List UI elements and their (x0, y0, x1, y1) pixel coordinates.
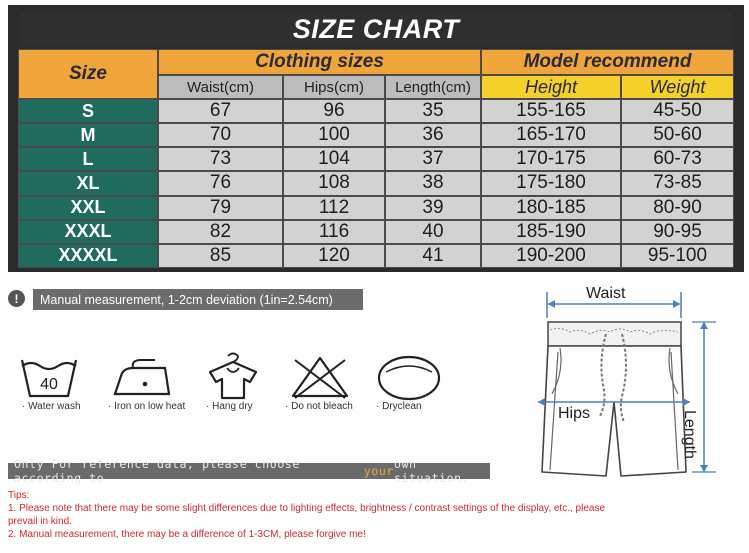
weight-value: 80-90 (621, 196, 734, 220)
hips-value: 108 (283, 171, 385, 195)
hang-dry-icon (198, 352, 268, 402)
size-label: XL (18, 171, 158, 195)
water-wash-label: · Water wash (22, 401, 81, 412)
reference-note: Only For reference data, please choose according to your own situation. (8, 463, 490, 479)
measurement-note: Manual measurement, 1-2cm deviation (1in=2.54cm) (33, 289, 363, 310)
reference-highlight: your (363, 464, 394, 478)
waist-value: 73 (158, 147, 283, 171)
size-label: S (18, 99, 158, 123)
size-column-header: Size (18, 49, 158, 99)
measurement-note-bar (8, 289, 363, 310)
model-recommend-header: Model recommend (481, 49, 734, 75)
tips-line-2: 2. Manual measurement, there may be a difference of 1-3CM, please forgive me! (8, 529, 366, 540)
iron-low-heat-label: · Iron on low heat (108, 401, 186, 412)
waist-label: Waist (586, 285, 626, 302)
size-chart (8, 5, 744, 272)
height-value: 190-200 (481, 244, 621, 268)
hips-value: 100 (283, 123, 385, 147)
hips-value: 112 (283, 196, 385, 220)
waist-value: 67 (158, 99, 283, 123)
height-value: 175-180 (481, 171, 621, 195)
do-not-bleach-icon (285, 352, 355, 402)
hips-header: Hips(cm) (283, 75, 385, 99)
length-value: 40 (385, 220, 481, 244)
hips-value: 120 (283, 244, 385, 268)
do-not-bleach-label: · Do not bleach (285, 401, 353, 412)
height-value: 155-165 (481, 99, 621, 123)
height-header: Height (481, 75, 621, 99)
size-label: XXXL (18, 220, 158, 244)
size-table (18, 49, 734, 268)
svg-text:40: 40 (40, 376, 58, 393)
clothing-sizes-header: Clothing sizes (158, 49, 481, 75)
length-label: Length (681, 410, 698, 459)
size-label: XXL (18, 196, 158, 220)
hips-value: 104 (283, 147, 385, 171)
length-value: 39 (385, 196, 481, 220)
weight-value: 95-100 (621, 244, 734, 268)
waist-value: 70 (158, 123, 283, 147)
tips-line-1: 1. Please note that there may be some slight differences due to lighting effects, brightness / contrast settings of the display, etc., please prevail in kind. (8, 503, 606, 527)
tips (8, 489, 628, 541)
weight-header: Weight (621, 75, 734, 99)
waist-value: 76 (158, 171, 283, 195)
hips-value: 96 (283, 99, 385, 123)
length-header: Length(cm) (385, 75, 481, 99)
waist-value: 82 (158, 220, 283, 244)
water-wash-icon (14, 352, 84, 402)
length-value: 36 (385, 123, 481, 147)
size-label: M (18, 123, 158, 147)
weight-value: 50-60 (621, 123, 734, 147)
dryclean-icon (374, 352, 444, 402)
iron-low-heat-icon (107, 352, 177, 402)
height-value: 185-190 (481, 220, 621, 244)
length-value: 35 (385, 99, 481, 123)
tips-title: Tips: (8, 490, 30, 501)
hips-value: 116 (283, 220, 385, 244)
weight-value: 90-95 (621, 220, 734, 244)
hips-label: Hips (558, 405, 591, 422)
chart-title: SIZE CHART (20, 11, 732, 47)
height-value: 165-170 (481, 123, 621, 147)
weight-value: 60-73 (621, 147, 734, 171)
length-value: 38 (385, 171, 481, 195)
shorts-illustration (520, 282, 745, 492)
height-value: 180-185 (481, 196, 621, 220)
length-value: 41 (385, 244, 481, 268)
dryclean-label: · Dryclean (376, 401, 422, 412)
height-value: 170-175 (481, 147, 621, 171)
weight-value: 45-50 (621, 99, 734, 123)
info-icon: ! (8, 290, 25, 307)
waist-value: 79 (158, 196, 283, 220)
shorts-diagram (520, 282, 745, 492)
length-value: 37 (385, 147, 481, 171)
waist-header: Waist(cm) (158, 75, 283, 99)
size-label: XXXXL (18, 244, 158, 268)
weight-value: 73-85 (621, 171, 734, 195)
size-label: L (18, 147, 158, 171)
waist-value: 85 (158, 244, 283, 268)
hang-dry-label: · Hang dry (206, 401, 253, 412)
